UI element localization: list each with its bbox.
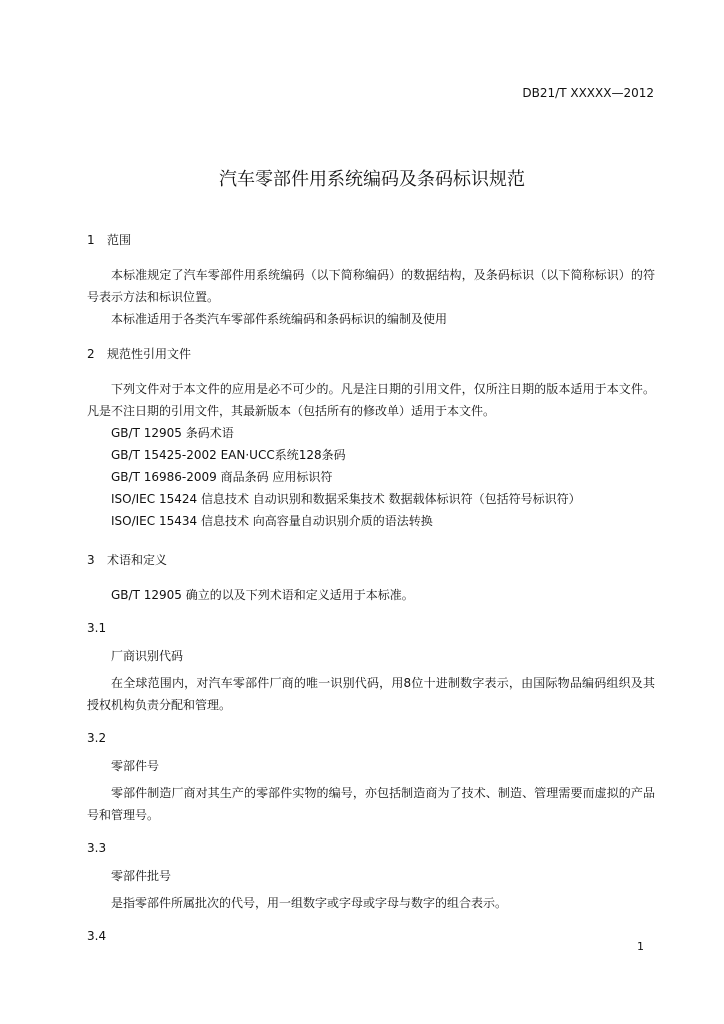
term-name: 零部件号 <box>111 759 160 773</box>
term-definition: 是指零部件所属批次的代号，用一组数字或字母或字母与数字的组合表示。 <box>111 896 508 910</box>
reference-item: ISO/IEC 15424 信息技术 自动识别和数据采集技术 数据载体标识符（包括符号标识符） <box>111 492 581 506</box>
section-number: 1 <box>87 233 95 247</box>
term-name: 零部件批号 <box>111 869 172 883</box>
scope-paragraph: 本标准适用于各类汽车零部件系统编码和条码标识的编制及使用 <box>111 312 448 326</box>
subsection-number: 3.2 <box>87 731 107 745</box>
section-title: 范围 <box>107 233 132 247</box>
section-2-heading <box>87 344 655 364</box>
document-title: 汽车零部件用系统编码及条码标识规范 <box>219 169 525 190</box>
header-standard-code: DB21/T XXXXX—2012 <box>522 86 654 100</box>
reference-item: GB/T 16986-2009 商品条码 应用标识符 <box>111 470 333 484</box>
subsection-number: 3.3 <box>87 841 107 855</box>
section-number: 2 <box>87 347 95 361</box>
section-number: 3 <box>87 553 95 567</box>
reference-item: GB/T 15425-2002 EAN·UCC系统128条码 <box>111 448 346 462</box>
section-title: 术语和定义 <box>107 553 168 567</box>
section-1-heading <box>87 230 655 250</box>
reference-item: GB/T 12905 条码术语 <box>111 426 234 440</box>
scope-paragraph: 本标准规定了汽车零部件用系统编码（以下简称编码）的数据结构，及条码标识（以下简称标识）的符号表示方法和标识位置。 <box>87 268 655 304</box>
subsection-number: 3.4 <box>87 929 107 943</box>
section-title: 规范性引用文件 <box>107 347 192 361</box>
terms-intro: GB/T 12905 确立的以及下列术语和定义适用于本标准。 <box>111 588 414 602</box>
term-name: 厂商识别代码 <box>111 649 184 663</box>
section-3-heading <box>87 550 655 570</box>
subsection-number: 3.1 <box>87 621 107 635</box>
document-body <box>87 230 655 946</box>
references-intro: 下列文件对于本文件的应用是必不可少的。凡是注日期的引用文件，仅所注日期的版本适用于本文件。凡是不注日期的引用文件，其最新版本（包括所有的修改单）适用于本文件。 <box>87 382 655 418</box>
term-definition: 在全球范围内，对汽车零部件厂商的唯一识别代码，用8位十进制数字表示，由国际物品编码组织及其授权机构负责分配和管理。 <box>87 676 655 712</box>
reference-item: ISO/IEC 15434 信息技术 向高容量自动识别介质的语法转换 <box>111 514 433 528</box>
page-number: 1 <box>637 940 644 953</box>
term-definition: 零部件制造厂商对其生产的零部件实物的编号，亦包括制造商为了技术、制造、管理需要而虚拟的产品号和管理号。 <box>87 786 655 822</box>
